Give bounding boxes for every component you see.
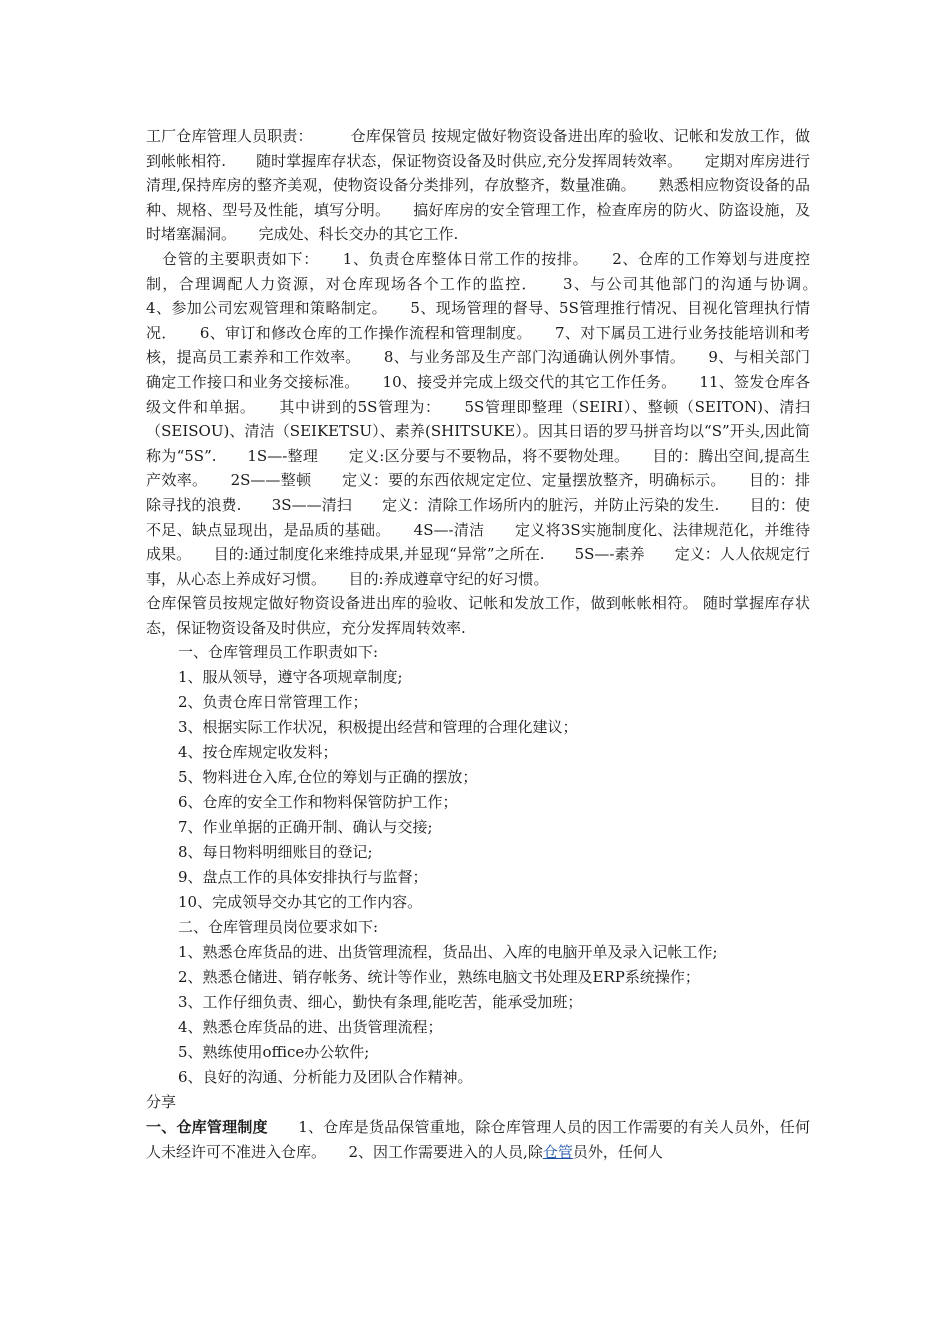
list-item: 4、按仓库规定收发料； xyxy=(178,743,338,762)
list-item: 10、完成领导交办其它的工作内容。 xyxy=(178,893,423,912)
section1-list xyxy=(146,640,810,1090)
paragraph-main-responsibilities: 仓管的主要职责如下： 1、负责仓库整体日常工作的按排。 2、仓库的工作筹划与进度控制，合理调配人力资源，对仓库现场各个工作的监控． 3、与公司其他部门的沟通与协调。 4、参加公司宏观管理和策略制定。 5、现场管理的督导、5S管理推行情况、目视化管理执行情况． 6、审订和修改仓库的工作操作流程和管理制度。 7、对下属员工进行业务技能培训和考核，提高员工素养和工作效率。 8、与业务部及生产部门沟通确认例外事情。 9、与相关部门确定工作接口和业务交接标准。 10、接受并完成上级交代的其它工作任务。 11、签发仓库各级文件和单据。 其中讲到的5S管理为： 5S管理即整理（SEIRI）、整顿（SEITON)、清扫（SEISOU)、清洁（SEIKETSU）、素养(SHITSUKE）。因其日语的罗马拼音均以“S”开头,因此简称为“5S”. 1S—-整理 定义:区分要与不要物品，将不要物处理。 目的：腾出空间,提高生产效率。 2S——整顿 定义：要的东西依规定定位、定量摆放整齐，明确标示。 目的：排除寻找的浪费. 3S——清扫 定义：清除工作场所内的脏污，并防止污染的发生. 目的：使不足、缺点显现出，是品质的基础。 4S—-清洁 定义将3S实施制度化、法律规范化，并维待成果。 目的:通过制度化来维持成果,并显现“异常”之所在. 5S—-素养 定义：人人依规定行事，从心态上养成好习惯。 目的:养成遵章守纪的好习惯。 xyxy=(146,249,841,588)
list-item: 7、作业单据的正确开制、确认与交接; xyxy=(178,818,433,837)
document-body xyxy=(146,124,841,1165)
paragraph-warehouse-rules xyxy=(146,1115,810,1164)
list-item: 6、仓库的安全工作和物料保管防护工作； xyxy=(178,793,458,812)
rules-text-b: 员外，任何人 xyxy=(572,1143,663,1162)
list-item: 8、每日物料明细账目的登记; xyxy=(178,843,373,862)
list-item: 5、物料进仓入库,仓位的筹划与正确的摆放； xyxy=(178,768,478,787)
list-item: 4、熟悉仓库货品的进、出货管理流程； xyxy=(178,1018,443,1037)
list-item: 2、熟悉仓储进、销存帐务、统计等作业，熟练电脑文书处理及ERP系统操作； xyxy=(178,968,700,987)
list-item: 2、负责仓库日常管理工作； xyxy=(178,693,368,712)
list-item: 9、盘点工作的具体安排执行与监督； xyxy=(178,868,428,887)
warehouse-keeper-link[interactable]: 仓管 xyxy=(542,1143,573,1162)
section2-title: 二、仓库管理员岗位要求如下: xyxy=(178,918,379,937)
paragraph-keeper-summary: 仓库保管员按规定做好物资设备进出库的验收、记帐和发放工作，做到帐帐相符。 随时掌握库存状态，保证物资设备及时供应，充分发挥周转效率. xyxy=(146,594,810,637)
rules-heading: 一、仓库管理制度 xyxy=(146,1118,268,1137)
share-label: 分享 xyxy=(146,1093,177,1112)
list-item: 3、根据实际工作状况，积极提出经营和管理的合理化建议； xyxy=(178,718,578,737)
list-item: 1、服从领导，遵守各项规章制度; xyxy=(178,668,403,687)
list-item: 3、工作仔细负责、细心，勤快有条理,能吃苦，能承受加班； xyxy=(178,993,583,1012)
list-item: 5、熟练使用office办公软件; xyxy=(178,1043,370,1062)
list-item: 1、熟悉仓库货品的进、出货管理流程，货品出、入库的电脑开单及录入记帐工作; xyxy=(178,943,718,962)
list-item: 6、良好的沟通、分析能力及团队合作精神。 xyxy=(178,1068,473,1087)
section1-title: 一、仓库管理员工作职责如下: xyxy=(178,643,379,662)
rules-text-a: 1、仓库是货品保管重地，除仓库管理人员的因工作需要的有关人员外，任何人未经许可不准进入仓库。 2、因工作需要进入的人员,除 xyxy=(146,1118,810,1162)
paragraph-warehouse-keeper-duties: 工厂仓库管理人员职责： 仓库保管员 按规定做好物资设备进出库的验收、记帐和发放工作，做到帐帐相符. 随时掌握库存状态，保证物资设备及时供应,充分发挥周转效率。 定期对库房进行清理,保持库房的整齐美观，使物资设备分类排列，存放整齐，数量准确。 熟悉相应物资设备的品种、规格、型号及性能，填写分明。 搞好库房的安全管理工作，检查库房的防火、防盗设施，及时堵塞漏洞。 完成处、科长交办的其它工作. xyxy=(146,127,810,244)
